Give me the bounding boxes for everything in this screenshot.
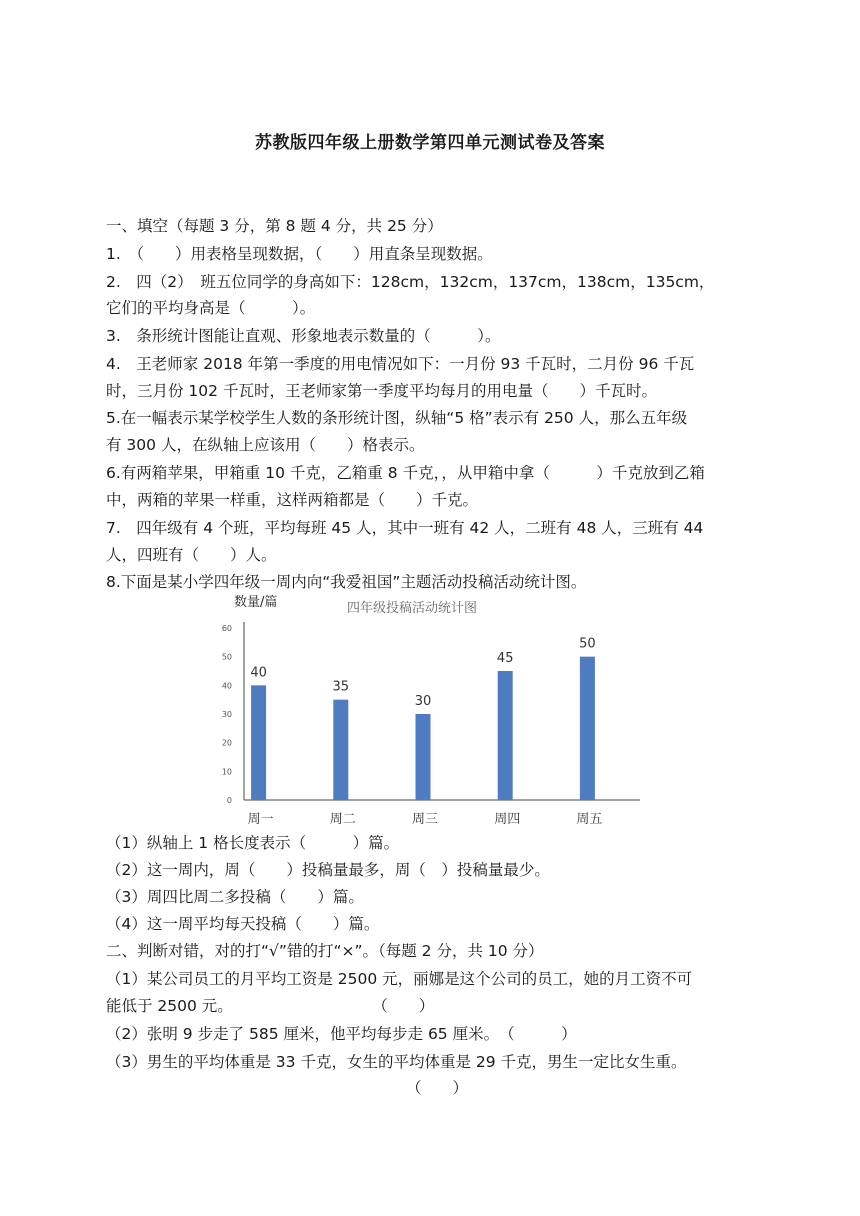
- bar-value-label: 45: [496, 651, 514, 666]
- chart-title: 四年级投稿活动统计图: [346, 601, 478, 616]
- x-tick-label: 周二: [329, 812, 356, 827]
- y-tick-label: 50: [221, 652, 232, 662]
- y-tick-label: 60: [221, 624, 232, 633]
- document-title: 苏教版四年级上册数学第四单元测试卷及答案: [255, 133, 605, 153]
- question-5-line-2: 有 300 人，在纵轴上应该用（ ）格表示。: [106, 436, 425, 454]
- question-2-line-2: 它们的平均身高是（ ）。: [106, 299, 316, 317]
- question-3: 3. 条形统计图能让直观、形象地表示数量的（ ）。: [106, 327, 501, 345]
- section-1-heading: 一、填空（每题 3 分，第 8 题 4 分，共 25 分）: [106, 217, 443, 235]
- y-tick-label: 20: [221, 738, 232, 748]
- judge-3: （3）男生的平均体重是 33 千克，女生的平均体重是 29 千克，男生一定比女生重。: [106, 1053, 687, 1071]
- y-tick-label: 40: [221, 681, 232, 691]
- bar-value-label: 35: [332, 679, 350, 695]
- bar-value-label: 50: [579, 636, 596, 652]
- x-tick-label: 周五: [576, 812, 603, 827]
- question-7-line-2: 人，四班有（ ）人。: [106, 546, 277, 564]
- question-8-part-3: （3）周四比周二多投稿（ ）篇。: [106, 888, 364, 906]
- y-tick-label: 0: [226, 796, 232, 805]
- submission-bar-chart: [212, 592, 652, 830]
- bar-周四: [498, 671, 513, 800]
- judge-1-line-2: 能低于 2500 元。 （ ）: [106, 997, 435, 1015]
- x-tick-label: 周四: [494, 812, 521, 827]
- question-8-part-2: （2）这一周内，周（ ）投稿量最多，周（ ）投稿量最少。: [106, 861, 550, 879]
- bar-value-label: 40: [250, 665, 267, 681]
- bar-周一: [251, 685, 266, 800]
- x-tick-label: 周一: [247, 812, 274, 827]
- bar-周五: [580, 657, 595, 800]
- question-5-line-1: 5.在一幅表示某学校学生人数的条形统计图，纵轴“5 格”表示有 250 人，那么五年级: [106, 409, 688, 427]
- bar-周三: [416, 714, 431, 800]
- bar-value-label: 30: [414, 694, 432, 709]
- y-tick-label: 10: [221, 767, 232, 777]
- y-axis-label: 数量/篇: [234, 595, 278, 610]
- question-7-line-1: 7. 四年级有 4 个班，平均每班 45 人，其中一班有 42 人，二班有 48 人，三班有 44: [106, 519, 704, 537]
- question-4-line-1: 4. 王老师家 2018 年第一季度的用电情况如下：一月份 93 千瓦时，二月份 96 千瓦: [106, 355, 695, 373]
- judge-1-line-1: （1）某公司员工的月平均工资是 2500 元，丽娜是这个公司的员工，她的月工资不可: [106, 970, 693, 988]
- x-tick-label: 周三: [411, 812, 439, 827]
- question-8-part-1: （1）纵轴上 1 格长度表示（ ）篇。: [106, 834, 400, 852]
- judge-3-answer-blank: （ ）: [406, 1079, 469, 1097]
- judge-2: （2）张明 9 步走了 585 厘米，他平均每步走 65 厘米。 （ ）: [106, 1025, 577, 1043]
- question-8: 8.下面是某小学四年级一周内向“我爱祖国”主题活动投稿活动统计图。: [106, 573, 587, 591]
- section-2-heading: 二、判断对错，对的打“√”错的打“×”。（每题 2 分，共 10 分）: [106, 942, 544, 960]
- question-1: 1. （ ）用表格呈现数据，（ ）用直条呈现数据。: [106, 245, 493, 263]
- question-8-part-4: （4）这一周平均每天投稿（ ）篇。: [106, 915, 380, 933]
- question-6-line-2: 中，两箱的苹果一样重，这样两箱都是（ ）千克。: [106, 491, 479, 509]
- y-tick-label: 30: [221, 710, 232, 719]
- question-6-line-1: 6.有两箱苹果，甲箱重 10 千克，乙箱重 8 千克，，从甲箱中拿（ ）千克放到乙箱: [106, 464, 705, 482]
- question-2-line-1: 2. 四（2） 班五位同学的身高如下：128cm，132cm，137cm，138cm，135cm，: [106, 273, 715, 291]
- bar-周二: [333, 700, 348, 800]
- question-4-line-2: 时，三月份 102 千瓦时，王老师家第一季度平均每月的用电量（ ）千瓦时。: [106, 382, 657, 400]
